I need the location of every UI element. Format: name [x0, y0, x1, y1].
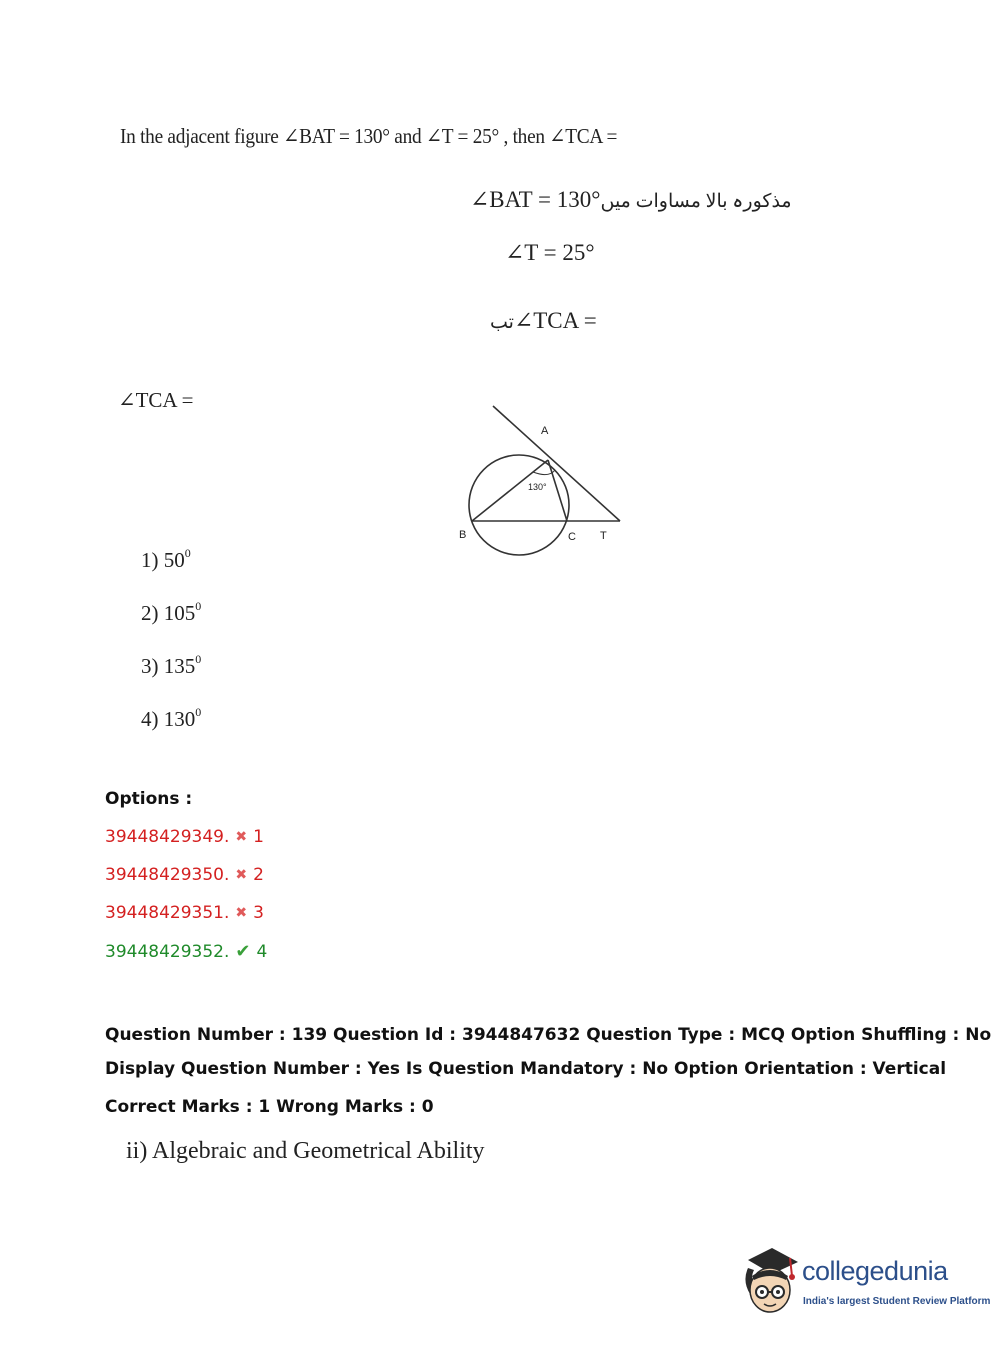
angle-label: 130°: [528, 482, 547, 492]
label-a: A: [541, 425, 549, 437]
label-b: B: [459, 529, 467, 541]
cross-icon: ✖: [235, 905, 248, 921]
option-row-1: [105, 827, 264, 847]
urdu-line-3-script: تب: [490, 312, 514, 333]
option-3-id: 39448429351.: [105, 903, 230, 923]
question-meta-line-2: Display Question Number : Yes Is Question Mandatory : No Option Orientation : Vertical: [105, 1059, 947, 1079]
choice-3-num: 3): [141, 654, 159, 678]
urdu-line-1-math: ∠BAT = 130°: [470, 187, 601, 212]
tangent-line: [493, 406, 620, 521]
label-c: C: [568, 531, 576, 543]
option-4-id: 39448429352.: [105, 941, 230, 962]
option-2-label: 2: [253, 865, 264, 885]
choice-2: [141, 601, 201, 626]
collegedunia-logo: [740, 1246, 991, 1321]
cross-icon: ✖: [235, 829, 248, 845]
option-row-4: [105, 941, 267, 962]
choice-1: [141, 548, 191, 573]
choice-4: [141, 707, 201, 732]
question-text: In the adjacent figure ∠BAT = 130° and ∠T = 25° , then ∠TCA =: [120, 124, 618, 148]
urdu-line-2: ∠T = 25°: [505, 240, 595, 265]
choice-1-value: 50: [163, 548, 185, 572]
option-3-label: 3: [253, 903, 264, 923]
urdu-line-1: [470, 187, 792, 213]
choice-2-value: 105: [163, 601, 196, 625]
urdu-line-3: [490, 308, 597, 334]
question-meta-line-3: Correct Marks : 1 Wrong Marks : 0: [105, 1097, 434, 1117]
choice-3-value: 135: [163, 654, 196, 678]
brand-name: collegedunia: [802, 1256, 948, 1286]
urdu-line-3-math: ∠TCA =: [513, 308, 597, 333]
choice-4-num: 4): [141, 707, 159, 731]
option-1-id: 39448429349.: [105, 827, 230, 847]
option-2-id: 39448429350.: [105, 865, 230, 885]
urdu-line-1-script: مذکورہ بالا مساوات میں: [600, 191, 792, 212]
choice-2-sup: 0: [195, 599, 202, 613]
choice-4-sup: 0: [195, 705, 202, 719]
choice-1-num: 1): [141, 548, 159, 572]
choice-2-num: 2): [141, 601, 159, 625]
choice-3: [141, 654, 201, 679]
option-row-3: [105, 903, 264, 923]
chord-ac: [548, 460, 567, 521]
choice-4-value: 130: [163, 707, 196, 731]
geometry-figure: [455, 400, 630, 570]
option-1-label: 1: [253, 827, 264, 847]
mascot-icon: [740, 1246, 802, 1321]
circle: [469, 455, 569, 555]
option-4-label: 4: [256, 941, 268, 962]
option-row-2: [105, 865, 264, 885]
options-title: Options :: [105, 789, 193, 809]
answer-prompt: ∠TCA =: [118, 388, 194, 412]
cross-icon: ✖: [235, 867, 248, 883]
question-meta-line-1: Question Number : 139 Question Id : 3944847632 Question Type : MCQ Option Shuffling : No: [105, 1025, 992, 1045]
checkmark-icon: ✔: [235, 941, 251, 962]
label-t: T: [600, 530, 607, 542]
choice-3-sup: 0: [195, 652, 202, 666]
brand-tagline: India's largest Student Review Platform: [803, 1296, 991, 1307]
section-heading: ii) Algebraic and Geometrical Ability: [126, 1138, 485, 1164]
choice-1-sup: 0: [184, 546, 191, 560]
